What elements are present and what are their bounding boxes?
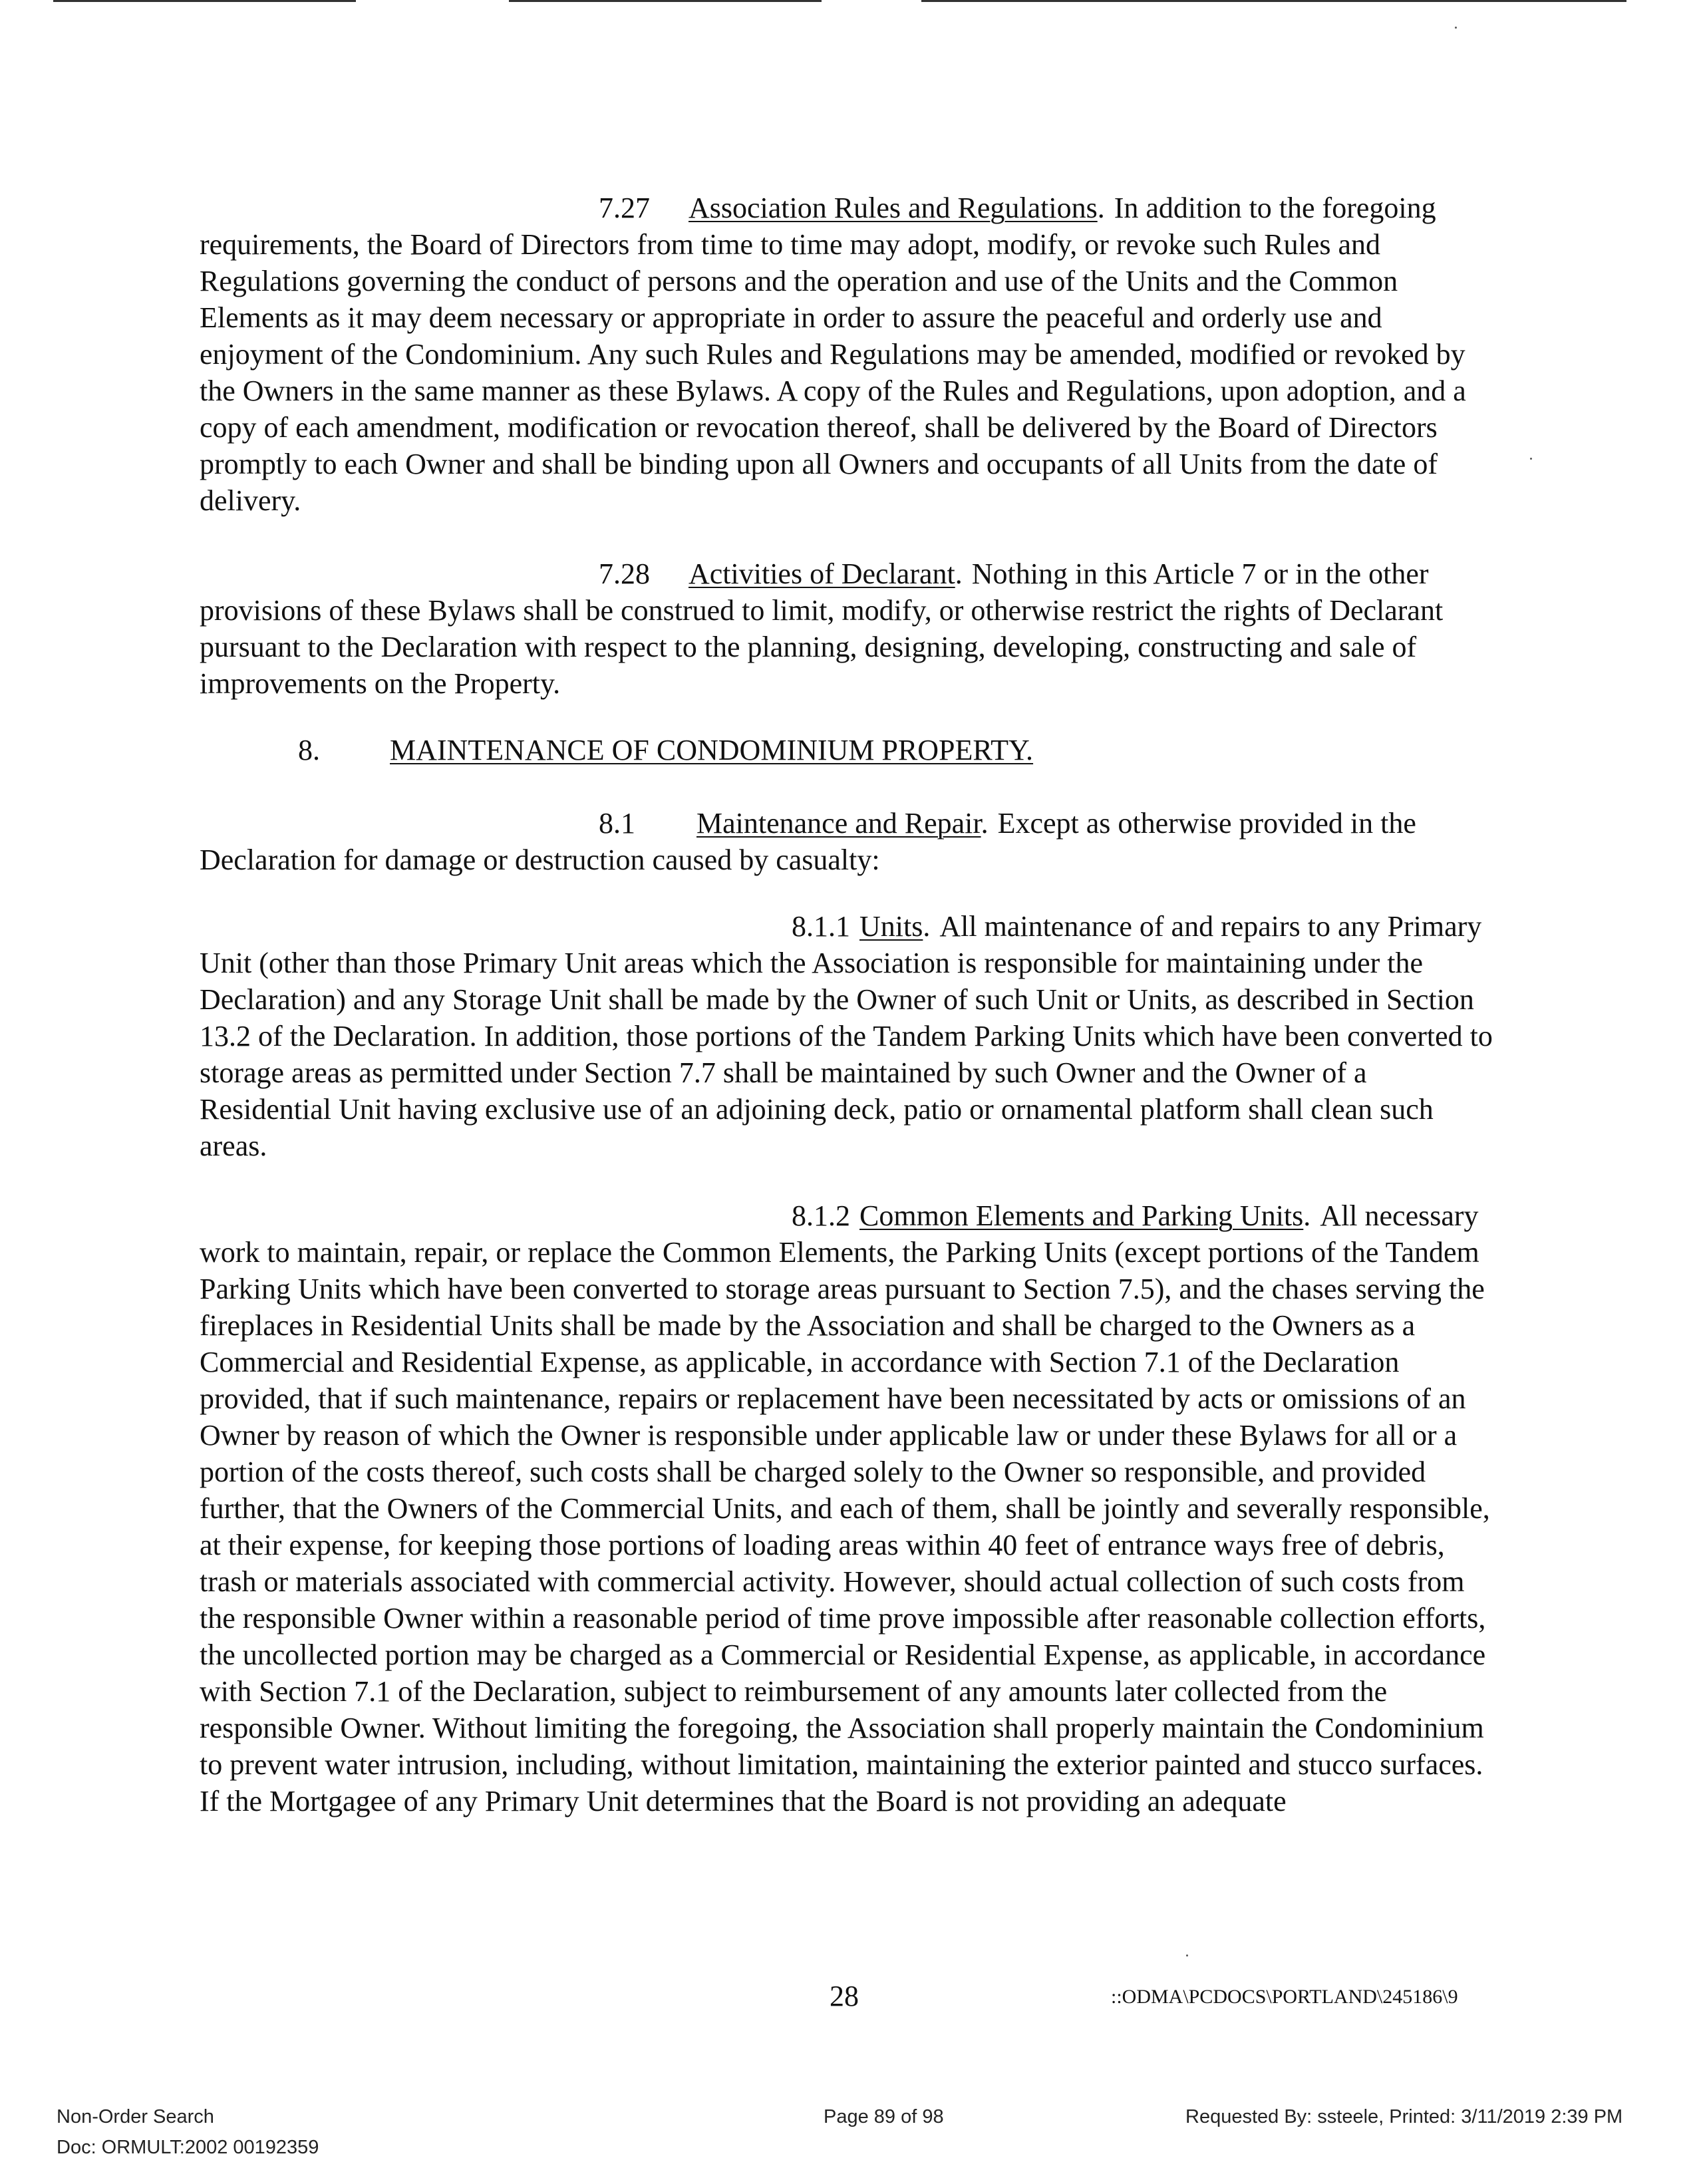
section-7-28: 7.28 Activities of Declarant. Nothing in this Article 7 or in the other provisions of these Bylaws shall be construed to limit, modify, or otherwise restrict the rights of Declarant pursuant to the Declaration with respect to the planning, designing, developing, constructing and sale of improvements on the Property. [200, 555, 1503, 702]
page-of-label: Page 89 of 98 [824, 2106, 944, 2127]
section-8-1-1: 8.1.1 Units. All maintenance of and repairs to any Primary Unit (other than those Primary Unit areas which the Association is responsible for maintaining under the Declaration) and any Storage Unit shall be made by the Owner of such Unit or Units, as described in Section 13.2 of the Declaration. In addition, those portions of the Tandem Parking Units which have been converted to storage areas as permitted under Section 7.7 shall be maintained by such Owner and the Owner of a Residential Unit having exclusive use of an adjoining deck, patio or ornamental platform shall clean such areas. [200, 908, 1503, 1164]
section-title: Maintenance and Repair [696, 807, 981, 840]
section-number: 8.1 [599, 807, 635, 840]
section-8-1: 8.1 Maintenance and Repair. Except as otherwise provided in the Declaration for damage or destruction caused by casualty: [200, 805, 1503, 878]
section-body: Nothing in this Article 7 or in the other provisions of these Bylaws shall be construed to limit, modify, or otherwise restrict the rights of Declarant pursuant to the Declaration with respect to the planning, designing, developing, constructing and sale of improvements on the Property. [200, 557, 1444, 700]
top-scan-rule [509, 0, 822, 2]
section-title: Common Elements and Parking Units [859, 1199, 1304, 1232]
article-number: 8. [298, 734, 320, 766]
section-title: Activities of Declarant [689, 557, 955, 590]
section-body: In addition to the foregoing requirements, the Board of Directors from time to time may adopt, modify, or revoke such Rules and Regulations governing the conduct of persons and the operation and use of the Units and the Common Elements as it may deem necessary or appropriate in order to assure the peaceful and orderly use and enjoyment of the Condominium. Any such Rules and Regulations may be amended, modified or revoked by the Owners in the same manner as these Bylaws. A copy of the Rules and Regulations, upon adoption, and a copy of each amendment, modification or revocation thereof, shall be delivered by the Board of Directors promptly to each Owner and shall be binding upon all Owners and occupants of all Units from the date of delivery. [200, 192, 1466, 517]
top-scan-rule [921, 0, 1626, 2]
article-title: MAINTENANCE OF CONDOMINIUM PROPERTY. [390, 734, 1034, 766]
section-title: Association Rules and Regulations [689, 192, 1098, 224]
requested-by-label: Requested By: ssteele, Printed: 3/11/2019 2:39 PM [1185, 2106, 1623, 2127]
document-path: ::ODMA\PCDOCS\PORTLAND\245186\9 [1111, 1986, 1458, 2008]
scan-speck [1186, 1954, 1188, 1956]
section-8-1-2: 8.1.2 Common Elements and Parking Units. All necessary work to maintain, repair, or replace the Common Elements, the Parking Units (except portions of the Tandem Parking Units which have been converted to storage areas pursuant to Section 7.5), and the chases serving the fireplaces in Residential Units shall be made by the Association and shall be charged to the Owners as a Commercial and Residential Expense, as applicable, in accordance with Section 7.1 of the Declaration provided, that if such maintenance, repairs or replacement have been necessitated by acts or omissions of an Owner by reason of which the Owner is responsible under applicable law or under these Bylaws for all or a portion of the costs thereof, such costs shall be charged solely to the Owner so responsible, and provided further, that the Owners of the Commercial Units, and each of them, shall be jointly and severally responsible, at their expense, for keeping those portions of loading areas within 40 feet of entrance ways free of debris, trash or materials associated with commercial activity. However, should actual collection of such costs from the responsible Owner within a reasonable period of time prove impossible after reasonable collection efforts, the uncollected portion may be charged as a Commercial or Residential Expense, as applicable, in accordance with Section 7.1 of the Declaration, subject to reimbursement of any amounts later collected from the responsible Owner. Without limiting the foregoing, the Association shall properly maintain the Condominium to prevent water intrusion, including, without limitation, maintaining the exterior painted and stucco surfaces. If the Mortgagee of any Primary Unit determines that the Board is not providing an adequate [200, 1197, 1503, 1819]
article-8-heading [298, 732, 1033, 768]
page-number: 28 [830, 1980, 859, 2012]
scan-speck [1455, 27, 1457, 29]
search-type-label: Non-Order Search [57, 2106, 214, 2127]
section-body: Except as otherwise provided in the Declaration for damage or destruction caused by casualty: [200, 807, 1416, 876]
section-title: Units [859, 910, 923, 943]
doc-id-label: Doc: ORMULT:2002 00192359 [57, 2137, 319, 2158]
section-body: All maintenance of and repairs to any Primary Unit (other than those Primary Unit areas which the Association is responsible for maintaining under the Declaration) and any Storage Unit shall be made by the Owner of such Unit or Units, as described in Section 13.2 of the Declaration. In addition, those portions of the Tandem Parking Units which have been converted to storage areas as permitted under Section 7.7 shall be maintained by such Owner and the Owner of a Residential Unit having exclusive use of an adjoining deck, patio or ornamental platform shall clean such areas. [200, 910, 1493, 1162]
scan-speck [1530, 458, 1532, 460]
section-number: 7.28 [599, 557, 650, 590]
section-number: 7.27 [599, 192, 650, 224]
section-number: 8.1.1 [792, 910, 850, 943]
section-body: All necessary work to maintain, repair, or replace the Common Elements, the Parking Units (except portions of the Tandem Parking Units which have been converted to storage areas pursuant to Section 7.5), and the chases serving the fireplaces in Residential Units shall be made by the Association and shall be charged to the Owners as a Commercial and Residential Expense, as applicable, in accordance with Section 7.1 of the Declaration provided, that if such maintenance, repairs or replacement have been necessitated by acts or omissions of an Owner by reason of which the Owner is responsible under applicable law or under these Bylaws for all or a portion of the costs thereof, such costs shall be charged solely to the Owner so responsible, and provided further, that the Owners of the Commercial Units, and each of them, shall be jointly and severally responsible, at their expense, for keeping those portions of loading areas within 40 feet of entrance ways free of debris, trash or materials associated with commercial activity. However, should actual collection of such costs from the responsible Owner within a reasonable period of time prove impossible after reasonable collection efforts, the uncollected portion may be charged as a Commercial or Residential Expense, as applicable, in accordance with Section 7.1 of the Declaration, subject to reimbursement of any amounts later collected from the responsible Owner. Without limiting the foregoing, the Association shall properly maintain the Condominium to prevent water intrusion, including, without limitation, maintaining the exterior painted and stucco surfaces. If the Mortgagee of any Primary Unit determines that the Board is not providing an adequate [200, 1199, 1490, 1817]
section-7-27: 7.27 Association Rules and Regulations. In addition to the foregoing requirements, the Board of Directors from time to time may adopt, modify, or revoke such Rules and Regulations governing the conduct of persons and the operation and use of the Units and the Common Elements as it may deem necessary or appropriate in order to assure the peaceful and orderly use and enjoyment of the Condominium. Any such Rules and Regulations may be amended, modified or revoked by the Owners in the same manner as these Bylaws. A copy of the Rules and Regulations, upon adoption, and a copy of each amendment, modification or revocation thereof, shall be delivered by the Board of Directors promptly to each Owner and shall be binding upon all Owners and occupants of all Units from the date of delivery. [200, 190, 1503, 519]
top-scan-rule [53, 0, 356, 2]
section-number: 8.1.2 [792, 1199, 850, 1232]
